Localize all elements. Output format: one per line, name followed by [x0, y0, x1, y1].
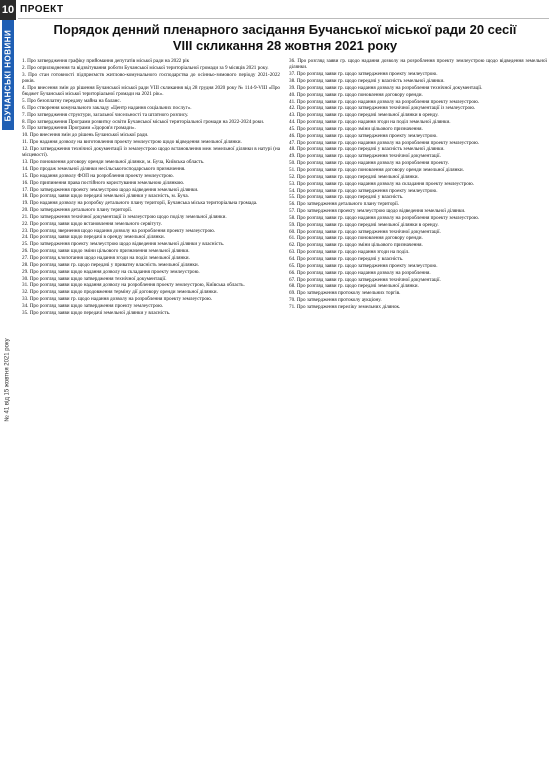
page-number: 10 [0, 0, 16, 20]
agenda-item: 25. Про затвердження проекту землеустрою щодо відведення земельної ділянки у власність. [22, 241, 225, 248]
agenda-item: 12. Про затвердження технічної документації із землеустрою щодо встановлення меж земельної ділянки в натурі (на місцевості). [22, 145, 280, 159]
title-line-1: Порядок денний пленарного засідання Бучанської міської ради 20 сесії [53, 22, 517, 37]
agenda-item: 49. Про розгляд заяви гр. щодо затвердження технічної документації. [289, 153, 441, 160]
page-title [24, 22, 546, 54]
agenda-item: 10. Про внесення змін до рішень Бучанської міської ради. [22, 132, 149, 139]
agenda-item: 42. Про розгляд заяви гр. щодо затвердження технічної документації із землеустрою. [289, 105, 476, 112]
agenda-item: 39. Про розгляд заяви гр. щодо надання дозволу на розроблення технічної документації. [289, 84, 483, 91]
agenda-item: 22. Про розгляд заяви щодо встановлення земельного сервітуту. [22, 220, 162, 227]
agenda-item: 57. Про затвердження проекту землеустрою щодо відведення земельної ділянки. [289, 208, 466, 215]
agenda-item: 16. Про припинення права постійного користування земельною ділянкою. [22, 179, 185, 186]
agenda-item: 50. Про розгляд заяви гр. щодо надання дозволу на розроблення проекту. [289, 160, 449, 167]
brand-label: БУЧАНСЬКІ НОВИНИ [3, 29, 13, 121]
agenda-item: 35. Про розгляд заяви щодо передачі земельної ділянки у власність. [22, 309, 171, 316]
agenda-item: 4. Про внесення змін до рішення Бучанської міської ради VIII скликання від 28 грудня 2020 року № 114-9-VIII «Про бюджет Бучанської міської територіальної громади на 2021 рік». [22, 84, 280, 98]
agenda-item: 38. Про розгляд заяви гр. щодо передачі у власність земельної ділянки. [289, 78, 445, 85]
agenda-item: 59. Про розгляд заяви гр. щодо передачі земельної ділянки в оренду. [289, 221, 439, 228]
agenda-item: 67. Про розгляд заяви гр. щодо затвердження технічної документації. [289, 276, 441, 283]
agenda-item: 20. Про затвердження детального плану території. [22, 207, 133, 214]
agenda-item: 46. Про розгляд заяви гр. щодо затвердження проекту землеустрою. [289, 132, 438, 139]
section-label: ПРОЕКТ [20, 4, 64, 15]
agenda-item: 27. Про розгляд клопотання щодо надання згоди на поділ земельної ділянки. [22, 254, 190, 261]
agenda-columns [22, 58, 547, 764]
agenda-column-left [22, 58, 280, 764]
agenda-item: 66. Про розгляд заяви гр. щодо надання дозволу на розроблення. [289, 269, 431, 276]
agenda-item: 64. Про розгляд заяви гр. щодо передачі у власність. [289, 255, 404, 262]
agenda-item: 33. Про розгляд заяви гр. щодо надання дозволу на розроблення проекту землеустрою. [22, 296, 213, 303]
agenda-item: 34. Про розгляд заяви щодо затвердження проекту землеустрою. [22, 302, 164, 309]
side-strip [0, 0, 16, 768]
issue-info [1, 300, 15, 460]
agenda-column-right [289, 58, 547, 764]
agenda-item: 41. Про розгляд заяви гр. щодо надання дозволу на розроблення проекту землеустрою. [289, 98, 480, 105]
agenda-item: 58. Про розгляд заяви гр. щодо надання дозволу на розроблення проекту землеустрою. [289, 214, 480, 221]
agenda-item: 7. Про затвердження структури, загальної чисельності та штатного розпису. [22, 111, 189, 118]
agenda-item: 30. Про розгляд заяви щодо затвердження технічної документації. [22, 275, 167, 282]
agenda-item: 24. Про розгляд заяви щодо передачі в оренду земельної ділянки. [22, 234, 165, 241]
agenda-item: 40. Про розгляд заяви гр. щодо поновлення договору оренди. [289, 91, 423, 98]
agenda-item: 56. Про затвердження детального плану території. [289, 201, 400, 208]
agenda-item: 62. Про розгляд заяви гр. щодо зміни цільового призначення. [289, 242, 423, 249]
agenda-item: 2. Про оприлюднення та відзвітування роботи Бучанської міської територіальної громади за 9 місяців 2021 року. [22, 64, 269, 71]
agenda-item: 15. Про надання дозволу ФОП на розроблення проекту землеустрою. [22, 172, 174, 179]
brand-banner [2, 20, 14, 130]
agenda-item: 14. Про продаж земельної ділянки несільськогосподарського призначення. [22, 166, 186, 172]
agenda-item: 47. Про розгляд заяви гр. щодо надання дозволу на розроблення проекту землеустрою. [289, 139, 480, 146]
agenda-item: 65. Про розгляд заяви гр. щодо затвердження проекту землеустрою. [289, 262, 438, 269]
issue-label: № 41 від 15 жовтня 2021 року [5, 338, 11, 422]
agenda-item: 3. Про стан готовності підприємств житлово-комунального господарства до осінньо-зимового періоду 2021-2022 років. [22, 71, 280, 85]
agenda-item: 9. Про затвердження Програми «Здоров'я громади». [22, 125, 136, 132]
agenda-item: 45. Про розгляд заяви гр. щодо зміни цільового призначення. [289, 125, 423, 132]
agenda-item: 71. Про затвердження переліку земельних ділянок. [289, 303, 401, 310]
agenda-item: 23. Про розгляд звернення щодо надання дозволу на розроблення проекту землеустрою. [22, 227, 216, 234]
agenda-item: 48. Про розгляд заяви гр. щодо передачі у власність земельної ділянки. [289, 146, 445, 153]
agenda-item: 1. Про затвердження графіку прийомання депутатів міської ради на 2022 рік [22, 58, 190, 64]
agenda-item: 32. Про розгляд заяви щодо продовження терміну дії договору оренди земельної ділянки. [22, 289, 218, 296]
agenda-item: 28. Про розгляд заяви гр. щодо передачі у приватну власність земельної ділянки. [22, 261, 199, 268]
agenda-item: 69. Про затвердження протоколу земельних торгів. [289, 290, 401, 297]
agenda-item: 18. Про розгляд заяви щодо передачі земельної ділянки у власність, м. Буча. [22, 193, 189, 200]
agenda-item: 11. Про надання дозволу на виготовлення проекту землеустрою щодо відведення земельної ділянки. [22, 139, 242, 146]
agenda-item: 54. Про розгляд заяви гр. щодо затвердження проекту землеустрою. [289, 187, 438, 194]
agenda-item: 52. Про розгляд заяви гр. щодо передачі земельної ділянки. [289, 173, 419, 180]
agenda-item: 8. Про затвердження Програми розвитку освіти Бучанської міської територіальної громади на 2022-2024 роки. [22, 118, 265, 125]
agenda-item: 63. Про розгляд заяви гр. щодо надання згоди на поділ. [289, 249, 410, 256]
title-line-2: VIII скликання 28 жовтня 2021 року [172, 38, 398, 53]
agenda-item: 68. Про розгляд заяви гр. щодо передачі земельної ділянки. [289, 283, 419, 290]
agenda-item: 6. Про створення комунального закладу «Центр надання соціальних послуг». [22, 104, 192, 111]
agenda-item: 53. Про розгляд заяви гр. щодо надання дозволу на складання проекту землеустрою. [289, 180, 474, 187]
agenda-item: 43. Про розгляд заяви гр. щодо передачі земельної ділянки в оренду. [289, 112, 439, 119]
agenda-item: 55. Про розгляд заяви гр. щодо передачі у власність. [289, 194, 404, 201]
agenda-item: 26. Про розгляд заяви щодо зміни цільового призначення земельної ділянки. [22, 248, 190, 255]
agenda-item: 13. Про поновлення договору оренди земельної ділянки, м. Буча, Київська область. [22, 159, 205, 166]
agenda-item: 31. Про розгляд заяви щодо надання дозволу на розроблення проекту землеустрою, Київська область. [22, 282, 245, 289]
agenda-item: 37. Про розгляд заяви гр. щодо затвердження проекту землеустрою. [289, 71, 438, 78]
agenda-item: 36. Про розгляд заяви гр. щодо надання дозволу на розроблення проекту землеустрою щодо відведення земельної ділянки. [289, 58, 547, 71]
agenda-item: 70. Про затвердження протоколу аукціону. [289, 297, 382, 304]
agenda-item: 5. Про безоплатну передачу майна на баланс. [22, 98, 122, 105]
agenda-item: 21. Про затвердження технічної документації із землеустрою щодо поділу земельної ділянки. [22, 213, 227, 220]
agenda-item: 17. Про затвердження проекту землеустрою щодо відведення земельної ділянки. [22, 186, 199, 193]
agenda-item: 44. Про розгляд заяви гр. щодо надання згоди на поділ земельної ділянки. [289, 119, 451, 126]
agenda-item: 19. Про надання дозволу на розробку детального плану території, Бучанська міська територіальна громада. [22, 200, 258, 207]
agenda-item: 60. Про розгляд заяви гр. щодо затвердження технічної документації. [289, 228, 441, 235]
agenda-item: 61. Про розгляд заяви гр. щодо поновлення договору оренди. [289, 235, 423, 242]
page-header [18, 4, 549, 19]
agenda-item: 51. Про розгляд заяви гр. щодо поновлення договору оренди земельної ділянки. [289, 167, 464, 173]
agenda-item: 29. Про розгляд заяви щодо надання дозволу на складання проекту землеустрою. [22, 268, 200, 275]
